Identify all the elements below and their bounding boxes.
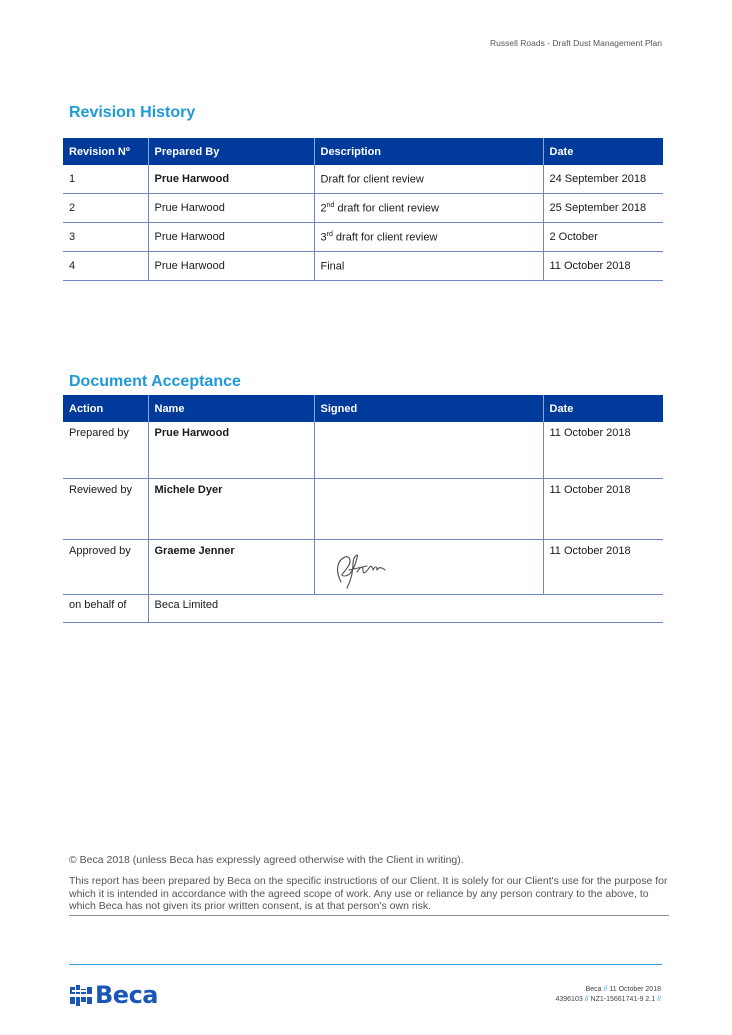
table-row	[63, 479, 663, 540]
document-acceptance-table	[63, 395, 663, 623]
revision-description: Final	[314, 252, 543, 281]
column-header-prepared-by: Prepared By	[148, 138, 314, 165]
revision-date: 2 October	[543, 223, 663, 252]
prepared-by: Prue Harwood	[148, 165, 314, 194]
beca-logo-text: Beca	[95, 981, 158, 1009]
revision-history-heading: Revision History	[69, 104, 196, 121]
footer-meta	[555, 985, 661, 1005]
column-header-name: Name	[148, 395, 314, 422]
revision-number: 2	[63, 194, 148, 223]
table-row	[63, 595, 663, 623]
signature-cell	[314, 422, 543, 479]
beca-logo	[70, 983, 158, 1007]
table-row	[63, 422, 663, 479]
signature-cell	[314, 479, 543, 540]
acceptance-action: Reviewed by	[63, 479, 148, 540]
revision-number: 3	[63, 223, 148, 252]
acceptance-action: Prepared by	[63, 422, 148, 479]
table-row	[63, 223, 663, 252]
column-header-description: Description	[314, 138, 543, 165]
acceptance-date: 11 October 2018	[543, 422, 663, 479]
column-header-revision: Revision Nº	[63, 138, 148, 165]
footer-divider	[69, 964, 662, 965]
prepared-by: Prue Harwood	[148, 194, 314, 223]
acceptance-name: Prue Harwood	[148, 422, 314, 479]
revision-date: 25 September 2018	[543, 194, 663, 223]
document-header-title: Russell Roads - Draft Dust Management Plan	[490, 38, 662, 48]
on-behalf-label: on behalf of	[63, 595, 148, 623]
table-row	[63, 540, 663, 595]
column-header-action: Action	[63, 395, 148, 422]
prepared-by: Prue Harwood	[148, 223, 314, 252]
table-row	[63, 194, 663, 223]
table-row	[63, 165, 663, 194]
table-header-row	[63, 395, 663, 422]
revision-history-table	[63, 138, 663, 281]
revision-description: 2nd draft for client review	[314, 194, 543, 223]
footer-company-date: Beca // 11 October 2018	[585, 986, 661, 993]
revision-description: Draft for client review	[314, 165, 543, 194]
table-row	[63, 252, 663, 281]
revision-date: 11 October 2018	[543, 252, 663, 281]
on-behalf-value: Beca Limited	[148, 595, 663, 623]
handwritten-signature	[327, 546, 391, 590]
prepared-by: Prue Harwood	[148, 252, 314, 281]
revision-number: 4	[63, 252, 148, 281]
revision-number: 1	[63, 165, 148, 194]
signature-cell	[314, 540, 543, 595]
acceptance-action: Approved by	[63, 540, 148, 595]
acceptance-date: 11 October 2018	[543, 479, 663, 540]
document-acceptance-heading: Document Acceptance	[69, 373, 241, 390]
beca-logo-mark-icon	[70, 985, 92, 1006]
disclaimer-text: This report has been prepared by Beca on the specific instructions of our Client. It is solely for our Client's use for the purpose for which it is intended in accordance with the agreed scope of work. Any use or reliance by any person contrary to the above, to which Beca has not given its prior written consent, is at that person's own risk.	[69, 875, 669, 916]
column-header-date: Date	[543, 395, 663, 422]
acceptance-date: 11 October 2018	[543, 540, 663, 595]
column-header-signed: Signed	[314, 395, 543, 422]
footer-reference: 4396103 // NZ1-15661741-9 2.1 //	[555, 996, 661, 1003]
column-header-date: Date	[543, 138, 663, 165]
acceptance-name: Michele Dyer	[148, 479, 314, 540]
table-header-row	[63, 138, 663, 165]
revision-description: 3rd draft for client review	[314, 223, 543, 252]
acceptance-name: Graeme Jenner	[148, 540, 314, 595]
copyright-notice: © Beca 2018 (unless Beca has expressly agreed otherwise with the Client in writing).	[69, 854, 464, 866]
revision-date: 24 September 2018	[543, 165, 663, 194]
